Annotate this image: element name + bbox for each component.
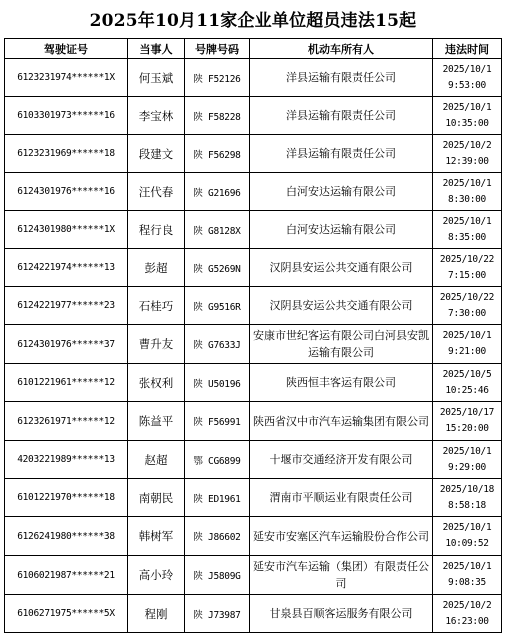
header-license: 驾驶证号: [5, 39, 128, 59]
violation-date: 2025/10/22: [439, 291, 495, 303]
header-party: 当事人: [128, 39, 185, 59]
party-name-cell: 李宝林: [128, 97, 185, 135]
plate-number-cell: 陕 G9516R: [185, 287, 250, 325]
table-row: [5, 173, 502, 211]
table-row: [5, 402, 502, 441]
violation-time-cell: [433, 595, 502, 633]
license-number-cell: 6124221977******23: [5, 287, 128, 325]
violation-time-cell: [433, 249, 502, 287]
vehicle-owner-cell: 十堰市交通经济开发有限公司: [250, 441, 433, 479]
plate-number-cell: 陕 J86602: [185, 517, 250, 556]
license-number-cell: 6126241980******38: [5, 517, 128, 556]
license-number-cell: 4203221989******13: [5, 441, 128, 479]
plate-number-cell: 陕 G21696: [185, 173, 250, 211]
violation-time-cell: [433, 517, 502, 556]
violation-date: 2025/10/1: [442, 330, 492, 341]
vehicle-owner-cell: 甘泉县百顺客运服务有限公司: [250, 595, 433, 633]
violation-clock: 10:35:00: [445, 117, 489, 129]
plate-number-cell: 陕 ED1961: [185, 479, 250, 517]
violation-date: 2025/10/17: [439, 407, 495, 418]
plate-number-cell: 陕 F56298: [185, 135, 250, 173]
violation-clock: 8:58:18: [448, 499, 486, 511]
violation-date: 2025/10/1: [442, 561, 492, 572]
header-plate: 号牌号码: [185, 39, 250, 59]
plate-number-cell: 陕 G8128X: [185, 211, 250, 249]
plate-number-cell: 陕 F56991: [185, 402, 250, 441]
violation-clock: 10:09:52: [445, 538, 489, 549]
vehicle-owner-cell: 陕西恒丰客运有限公司: [250, 364, 433, 402]
violation-clock: 10:25:46: [445, 384, 489, 396]
plate-number-cell: 陕 J5809G: [185, 556, 250, 595]
violation-clock: 7:30:00: [448, 307, 486, 319]
violation-time-cell: [433, 97, 502, 135]
violation-clock: 8:30:00: [448, 193, 486, 205]
table-row: [5, 364, 502, 402]
plate-number-cell: 陕 G5269N: [185, 249, 250, 287]
table-row: [5, 287, 502, 325]
violation-date: 2025/10/2: [442, 139, 492, 151]
violation-time-cell: [433, 59, 502, 97]
table-row: [5, 325, 502, 364]
license-number-cell: 6123231969******18: [5, 135, 128, 173]
table-row: [5, 556, 502, 595]
violation-date: 2025/10/1: [442, 215, 492, 227]
license-number-cell: 6103301973******16: [5, 97, 128, 135]
violation-date: 2025/10/5: [442, 368, 492, 380]
table-row: [5, 249, 502, 287]
party-name-cell: 石桂巧: [128, 287, 185, 325]
table-row: [5, 479, 502, 517]
vehicle-owner-cell: 洋县运输有限责任公司: [250, 135, 433, 173]
header-owner: 机动车所有人: [250, 39, 433, 59]
party-name-cell: 韩树军: [128, 517, 185, 556]
violation-clock: 15:20:00: [445, 423, 489, 434]
violation-time-cell: [433, 402, 502, 441]
violation-time-cell: [433, 364, 502, 402]
plate-number-cell: 陕 J73987: [185, 595, 250, 633]
party-name-cell: 何玉斌: [128, 59, 185, 97]
license-number-cell: 6124301976******16: [5, 173, 128, 211]
violation-date: 2025/10/18: [439, 483, 495, 495]
table-row: [5, 441, 502, 479]
party-name-cell: 张权利: [128, 364, 185, 402]
violation-clock: 9:21:00: [448, 346, 486, 357]
table-row: [5, 517, 502, 556]
table-row: [5, 59, 502, 97]
license-number-cell: 6123231974******1X: [5, 59, 128, 97]
violation-time-cell: [433, 325, 502, 364]
table-row: [5, 595, 502, 633]
violation-clock: 7:15:00: [448, 269, 486, 281]
party-name-cell: 段建文: [128, 135, 185, 173]
plate-number-cell: 陕 U50196: [185, 364, 250, 402]
party-name-cell: 高小玲: [128, 556, 185, 595]
violation-date: 2025/10/1: [442, 177, 492, 189]
vehicle-owner-cell: 延安市安塞区汽车运输股份合作公司: [250, 517, 433, 556]
vehicle-owner-cell: 安康市世纪客运有限公司白河县安凯运输有限公司: [250, 325, 433, 364]
license-number-cell: 6106271975******5X: [5, 595, 128, 633]
vehicle-owner-cell: 陕西省汉中市汽车运输集团有限公司: [250, 402, 433, 441]
violation-date: 2025/10/1: [442, 101, 492, 113]
table-row: [5, 135, 502, 173]
table-row: [5, 97, 502, 135]
vehicle-owner-cell: 汉阴县安运公共交通有限公司: [250, 249, 433, 287]
header-time: 违法时间: [433, 39, 502, 59]
page-title: 2025年10月11家企业单位超员违法15起: [89, 11, 417, 31]
license-number-cell: 6101221961******12: [5, 364, 128, 402]
party-name-cell: 汪代春: [128, 173, 185, 211]
plate-number-cell: 陕 G7633J: [185, 325, 250, 364]
license-number-cell: 6106021987******21: [5, 556, 128, 595]
party-name-cell: 程刚: [128, 595, 185, 633]
party-name-cell: 曹升友: [128, 325, 185, 364]
violation-table: [4, 38, 502, 633]
violation-date: 2025/10/1: [442, 63, 492, 75]
violation-clock: 16:23:00: [445, 615, 489, 627]
party-name-cell: 彭超: [128, 249, 185, 287]
violation-time-cell: [433, 479, 502, 517]
violation-date: 2025/10/22: [439, 253, 495, 265]
plate-number-cell: 陕 F52126: [185, 59, 250, 97]
violation-clock: 8:35:00: [448, 231, 486, 243]
violation-clock: 9:08:35: [448, 577, 486, 588]
license-number-cell: 6124221974******13: [5, 249, 128, 287]
violation-clock: 12:39:00: [445, 155, 489, 167]
table-header-row: [5, 39, 502, 59]
violation-date: 2025/10/1: [442, 522, 492, 533]
violation-clock: 9:53:00: [448, 79, 486, 91]
license-number-cell: 6123261971******12: [5, 402, 128, 441]
violation-time-cell: [433, 441, 502, 479]
violation-time-cell: [433, 135, 502, 173]
vehicle-owner-cell: 洋县运输有限责任公司: [250, 97, 433, 135]
table-row: [5, 211, 502, 249]
table-body: [5, 59, 502, 633]
party-name-cell: 程行良: [128, 211, 185, 249]
vehicle-owner-cell: 白河安达运输有限公司: [250, 173, 433, 211]
violation-time-cell: [433, 173, 502, 211]
plate-number-cell: 陕 F58228: [185, 97, 250, 135]
party-name-cell: 南朝民: [128, 479, 185, 517]
license-number-cell: 6124301980******1X: [5, 211, 128, 249]
violation-clock: 9:29:00: [448, 461, 486, 473]
violation-time-cell: [433, 556, 502, 595]
violation-date: 2025/10/1: [442, 445, 492, 457]
vehicle-owner-cell: 洋县运输有限责任公司: [250, 59, 433, 97]
vehicle-owner-cell: 延安市汽车运输（集团）有限责任公司: [250, 556, 433, 595]
vehicle-owner-cell: 汉阴县安运公共交通有限公司: [250, 287, 433, 325]
license-number-cell: 6124301976******37: [5, 325, 128, 364]
party-name-cell: 赵超: [128, 441, 185, 479]
vehicle-owner-cell: 渭南市平顺运业有限责任公司: [250, 479, 433, 517]
plate-number-cell: 鄂 CG6899: [185, 441, 250, 479]
violation-date: 2025/10/2: [442, 599, 492, 611]
violation-time-cell: [433, 287, 502, 325]
vehicle-owner-cell: 白河安达运输有限公司: [250, 211, 433, 249]
violation-time-cell: [433, 211, 502, 249]
license-number-cell: 6101221970******18: [5, 479, 128, 517]
party-name-cell: 陈益平: [128, 402, 185, 441]
